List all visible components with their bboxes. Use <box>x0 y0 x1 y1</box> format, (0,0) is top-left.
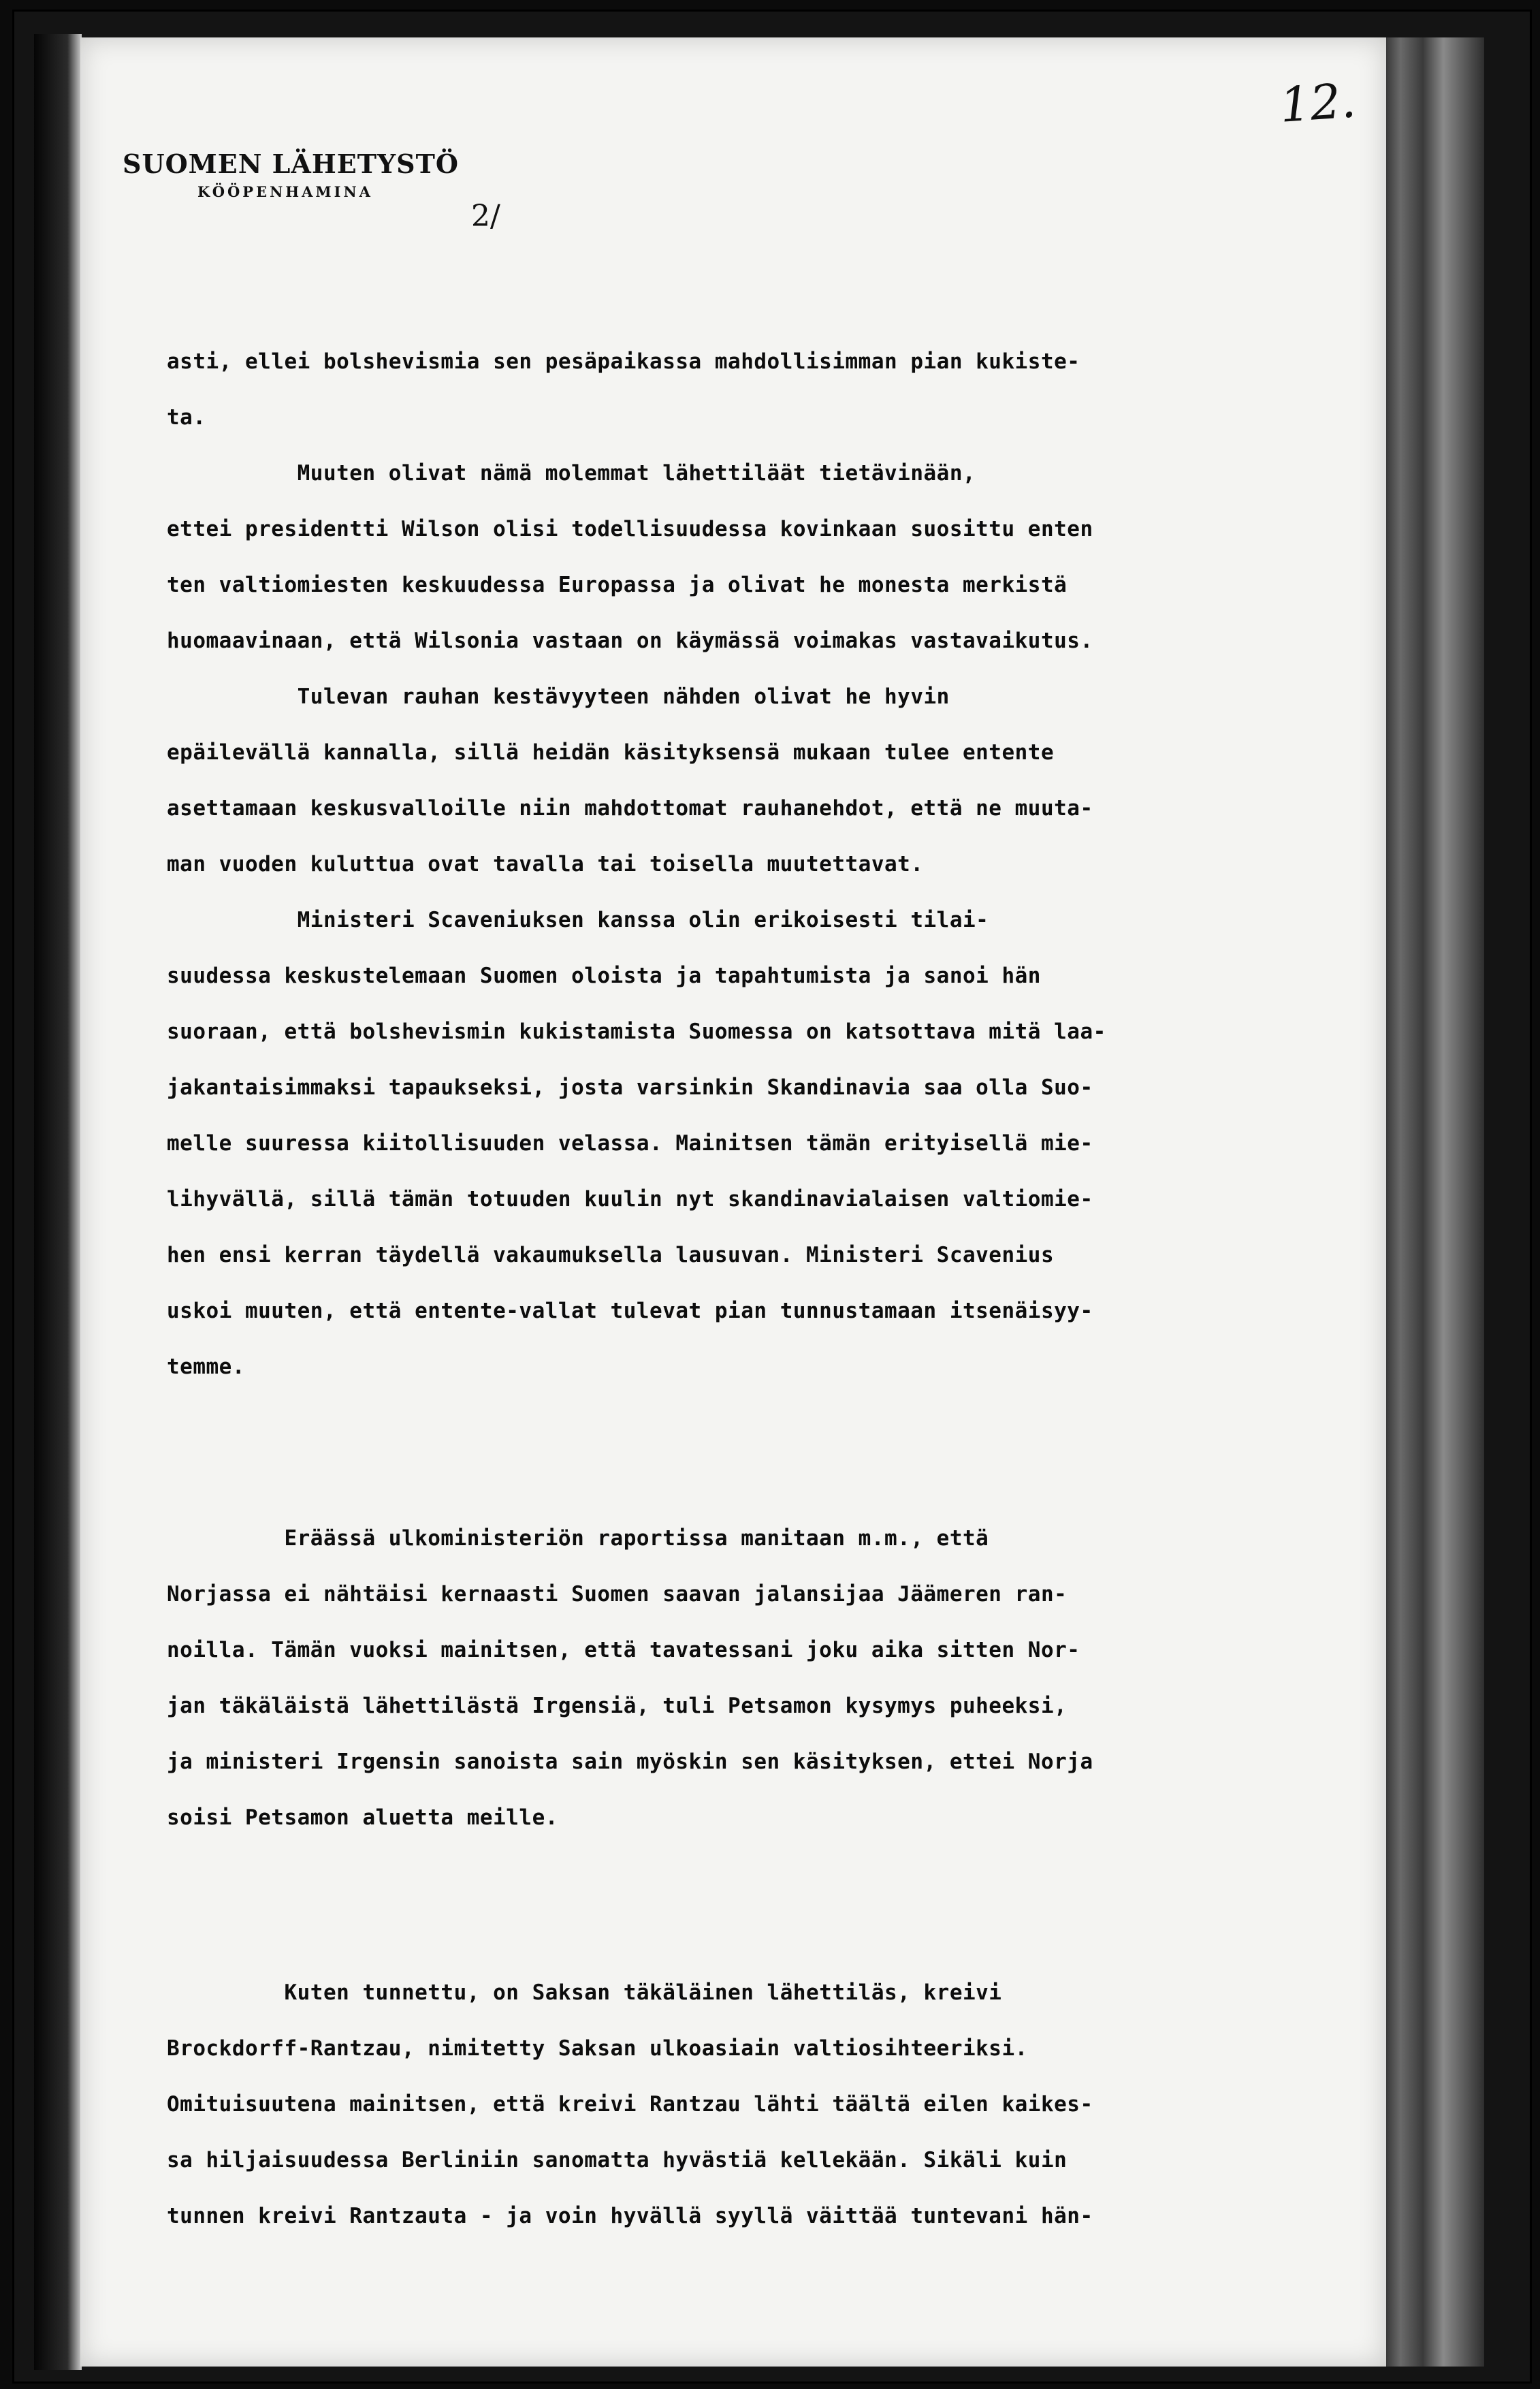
text-line: asti, ellei bolshevismia sen pesäpaikassa mahdollisimman pian kukiste- <box>167 349 1080 374</box>
text-line: temme. <box>167 1355 245 1379</box>
text-line: jakantaisimmaksi tapaukseksi, josta varsinkin Skandinavia saa olla Suo- <box>167 1075 1093 1100</box>
text-line: soisi Petsamon aluetta meille. <box>167 1805 558 1830</box>
letter-body <box>167 334 1338 2244</box>
text-line: suudessa keskustelemaan Suomen oloista ja tapahtumista ja sanoi hän <box>167 964 1041 988</box>
text-line: Ministeri Scaveniuksen kanssa olin erikoisesti tilai- <box>167 908 989 932</box>
letterhead-city: KÖÖPENHAMINA <box>197 183 373 200</box>
text-line: Norjassa ei nähtäisi kernaasti Suomen saavan jalansijaa Jäämeren ran- <box>167 1582 1068 1607</box>
text-line: Omituisuutena mainitsen, että kreivi Rantzau lähti täältä eilen kaikes- <box>167 2092 1093 2117</box>
handwritten-folio-number: 12. <box>1278 72 1358 133</box>
paragraph-gap <box>167 1846 1338 1965</box>
text-line: Kuten tunnettu, on Saksan täkäläinen lähettiläs, kreivi <box>167 1980 1002 2005</box>
page-number: 2/ <box>471 199 500 234</box>
text-line: uskoi muuten, että entente-vallat tulevat pian tunnustamaan itsenäisyy- <box>167 1299 1093 1323</box>
text-line: Muuten olivat nämä molemmat lähettiläät tietävinään, <box>167 461 976 486</box>
text-line: noilla. Tämän vuoksi mainitsen, että tavatessani joku aika sitten Nor- <box>167 1638 1080 1662</box>
text-line: huomaavinaan, että Wilsonia vastaan on käymässä voimakas vastavaikutus. <box>167 629 1093 653</box>
text-line: lihyvällä, sillä tämän totuuden kuulin nyt skandinavialaisen valtiomie- <box>167 1187 1093 1212</box>
text-line: Brockdorff-Rantzau, nimitetty Saksan ulkoasiain valtiosihteeriksi. <box>167 2036 1028 2061</box>
paragraph-gap <box>167 1395 1338 1510</box>
text-line: ta. <box>167 405 206 430</box>
letterhead <box>123 148 459 200</box>
text-line: ja ministeri Irgensin sanoista sain myöskin sen käsityksen, ettei Norja <box>167 1750 1093 1774</box>
text-line: suoraan, että bolshevismin kukistamista Suomessa on katsottava mitä laa- <box>167 1019 1106 1044</box>
text-line: Tulevan rauhan kestävyyteen nähden olivat he hyvin <box>167 684 950 709</box>
text-line: melle suuressa kiitollisuuden velassa. Mainitsen tämän erityisellä mie- <box>167 1131 1093 1156</box>
text-line: ten valtiomiesten keskuudessa Europassa ja olivat he monesta merkistä <box>167 573 1068 597</box>
film-left-edge <box>34 34 82 2370</box>
page-stack-edge <box>1382 37 1484 2367</box>
text-line: epäilevällä kannalla, sillä heidän käsityksensä mukaan tulee entente <box>167 740 1055 765</box>
text-line: asettamaan keskusvalloille niin mahdottomat rauhanehdot, että ne muuta- <box>167 796 1093 821</box>
text-line: tunnen kreivi Rantzauta - ja voin hyvällä syyllä väittää tuntevani hän- <box>167 2204 1093 2228</box>
text-line: sa hiljaisuudessa Berliniin sanomatta hyvästiä kellekään. Sikäli kuin <box>167 2148 1068 2172</box>
text-line: man vuoden kuluttua ovat tavalla tai toisella muutettavat. <box>167 852 924 876</box>
text-line: hen ensi kerran täydellä vakaumuksella lausuvan. Ministeri Scavenius <box>167 1243 1055 1267</box>
text-line: ettei presidentti Wilson olisi todellisuudessa kovinkaan suosittu enten <box>167 517 1093 541</box>
text-line: Eräässä ulkoministeriön raportissa manitaan m.m., että <box>167 1526 989 1551</box>
text-line: jan täkäläistä lähettilästä Irgensiä, tuli Petsamon kysymys puheeksi, <box>167 1694 1068 1718</box>
letterhead-name: SUOMEN LÄHETYSTÖ <box>123 148 459 179</box>
